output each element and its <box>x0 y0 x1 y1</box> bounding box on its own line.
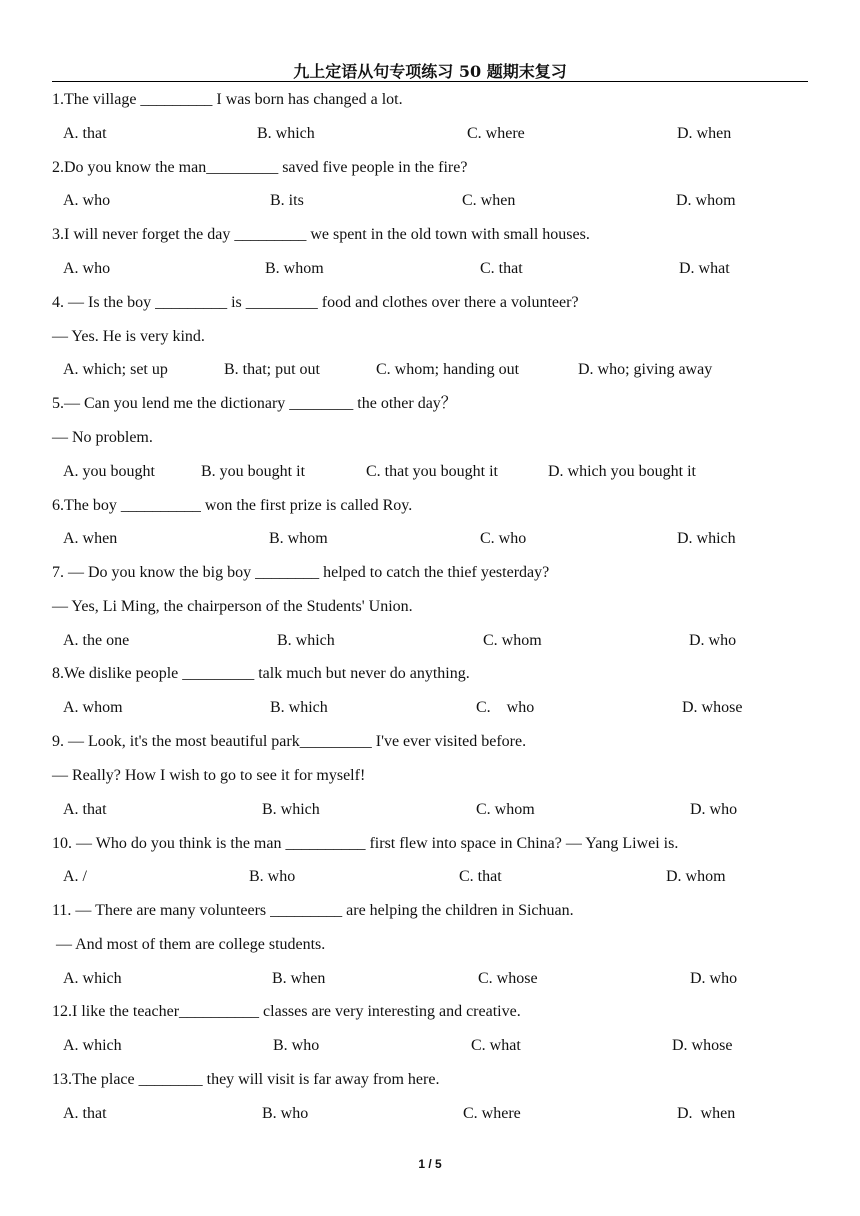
question-12-option-d: D. whose <box>672 1037 733 1054</box>
question-13-stem: 13.The place ________ they will visit is far away from here. <box>52 1071 440 1088</box>
question-6-stem: 6.The boy __________ won the first prize is called Roy. <box>52 497 413 514</box>
question-3-option-a: A. who <box>63 260 111 277</box>
question-10-option-b: B. who <box>249 868 296 885</box>
question-4-option-c: C. whom; handing out <box>376 361 520 378</box>
question-9-option-c: C. whom <box>476 801 535 818</box>
page-number: 1 / 5 <box>418 1157 442 1171</box>
question-3-option-c: C. that <box>480 260 523 277</box>
question-1-stem: 1.The village _________ I was born has changed a lot. <box>52 91 403 108</box>
question-12-option-b: B. who <box>273 1037 320 1054</box>
question-3-stem: 3.I will never forget the day _________ we spent in the old town with small houses. <box>52 226 590 243</box>
question-9-stem: 9. — Look, it's the most beautiful park_________ I've ever visited before. <box>52 733 527 750</box>
header-divider <box>52 81 808 82</box>
question-6-option-a: A. when <box>63 530 118 547</box>
question-1-option-b: B. which <box>257 125 315 142</box>
question-4-option-d: D. who; giving away <box>578 361 713 378</box>
question-5-option-b: B. you bought it <box>201 463 306 480</box>
question-13-option-c: C. where <box>463 1105 521 1122</box>
question-8-option-d: D. whose <box>682 699 743 716</box>
question-11-option-d: D. who <box>690 970 738 987</box>
question-8-stem: 8.We dislike people _________ talk much but never do anything. <box>52 665 470 682</box>
question-2-option-b: B. its <box>270 192 304 209</box>
question-1-option-c: C. where <box>467 125 525 142</box>
question-9-option-a: A. that <box>63 801 107 818</box>
question-11-option-a: A. which <box>63 970 122 987</box>
page-title: 九上定语从句专项练习 50 题期末复习 <box>293 62 567 81</box>
question-3-option-b: B. whom <box>265 260 324 277</box>
question-1-option-d: D. when <box>677 125 732 142</box>
question-7-stem: 7. — Do you know the big boy ________ helped to catch the thief yesterday? <box>52 564 550 581</box>
question-11-option-b: B. when <box>272 970 326 987</box>
question-7-dialog: — Yes, Li Ming, the chairperson of the Students' Union. <box>52 598 413 615</box>
question-9-option-b: B. which <box>262 801 320 818</box>
question-11-stem: 11. — There are many volunteers _________ are helping the children in Sichuan. <box>52 902 574 919</box>
question-5-dialog: — No problem. <box>52 429 153 446</box>
question-4-stem: 4. — Is the boy _________ is _________ food and clothes over there a volunteer? <box>52 294 579 311</box>
question-4-option-a: A. which; set up <box>63 361 168 378</box>
question-13-option-b: B. who <box>262 1105 309 1122</box>
question-12-option-a: A. which <box>63 1037 122 1054</box>
question-8-option-a: A. whom <box>63 699 123 716</box>
question-5-option-c: C. that you bought it <box>366 463 498 480</box>
question-6-option-c: C. who <box>480 530 527 547</box>
question-5-option-d: D. which you bought it <box>548 463 696 480</box>
question-6-option-d: D. which <box>677 530 736 547</box>
question-7-option-a: A. the one <box>63 632 130 649</box>
question-13-option-a: A. that <box>63 1105 107 1122</box>
question-8-option-b: B. which <box>270 699 328 716</box>
question-2-stem: 2.Do you know the man_________ saved five people in the fire? <box>52 159 468 176</box>
question-7-option-d: D. who <box>689 632 737 649</box>
question-4-dialog: — Yes. He is very kind. <box>52 328 205 345</box>
question-7-option-c: C. whom <box>483 632 542 649</box>
question-11-dialog: — And most of them are college students. <box>52 936 326 953</box>
question-12-stem: 12.I like the teacher__________ classes are very interesting and creative. <box>52 1003 521 1020</box>
question-13-option-d: D. when <box>677 1105 736 1122</box>
question-10-option-c: C. that <box>459 868 502 885</box>
question-10-stem: 10. — Who do you think is the man __________ first flew into space in China? — Yang Liwei is. <box>52 835 679 852</box>
question-5-option-a: A. you bought <box>63 463 155 480</box>
question-5-stem: 5.— Can you lend me the dictionary ________ the other day？ <box>52 395 457 412</box>
question-10-option-d: D. whom <box>666 868 726 885</box>
question-2-option-d: D. whom <box>676 192 736 209</box>
question-9-option-d: D. who <box>690 801 738 818</box>
question-8-option-c: C. who <box>476 699 535 716</box>
question-12-option-c: C. what <box>471 1037 521 1054</box>
question-6-option-b: B. whom <box>269 530 328 547</box>
question-11-option-c: C. whose <box>478 970 538 987</box>
question-3-option-d: D. what <box>679 260 730 277</box>
question-10-option-a: A. / <box>63 868 87 885</box>
question-2-option-a: A. who <box>63 192 111 209</box>
question-1-option-a: A. that <box>63 125 107 142</box>
question-7-option-b: B. which <box>277 632 335 649</box>
question-2-option-c: C. when <box>462 192 516 209</box>
question-9-dialog: — Really? How I wish to go to see it for myself! <box>52 767 366 784</box>
question-4-option-b: B. that; put out <box>224 361 320 378</box>
